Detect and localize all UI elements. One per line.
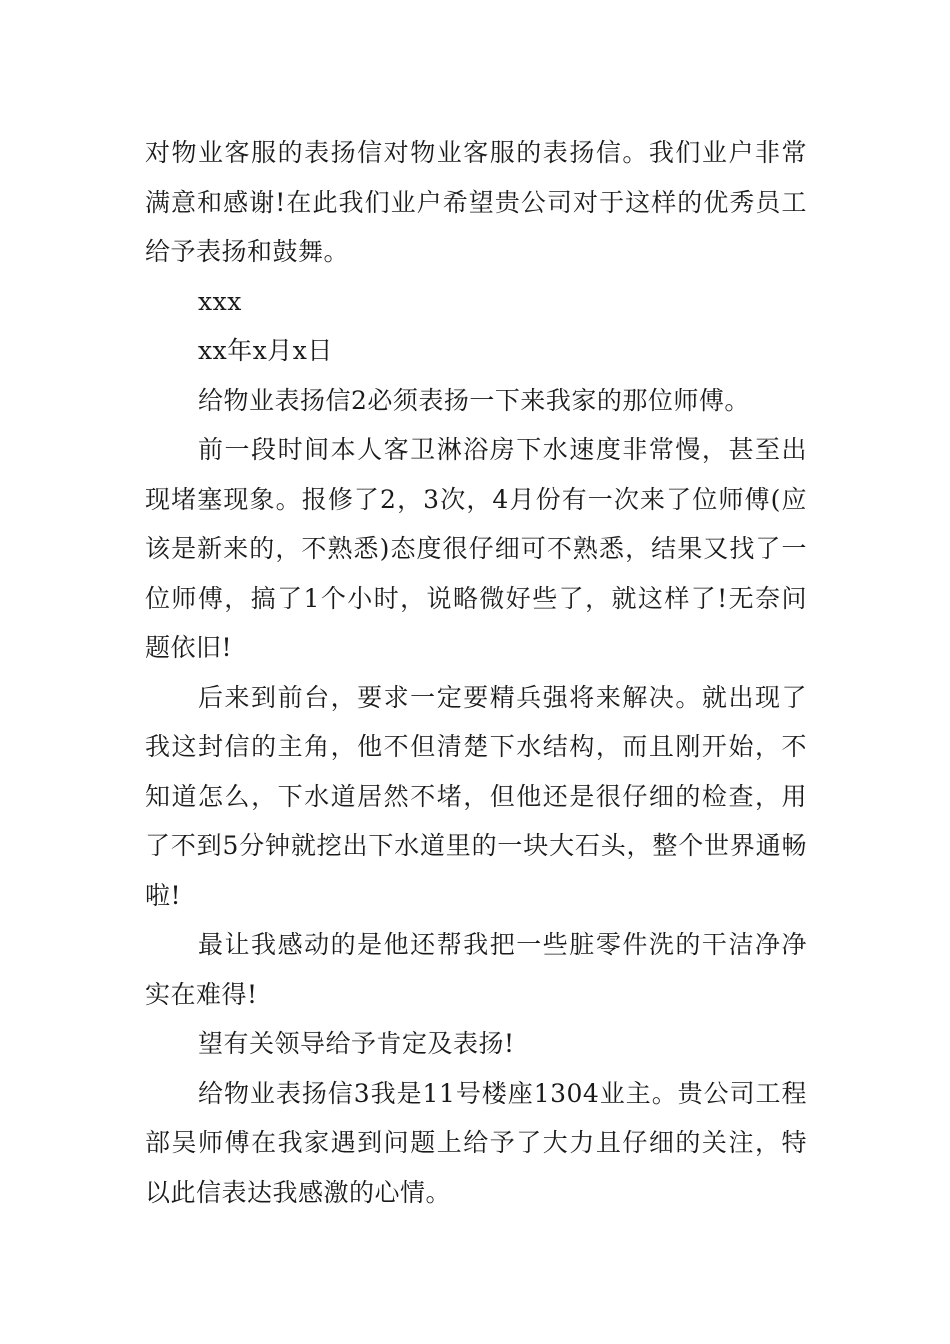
letter-3-paragraph: 给物业表扬信3我是11号楼座1304业主。贵公司工程部吴师傅在我家遇到问题上给予了大力且仔细的关注，特以此信表达我感激的心情。 xyxy=(145,1078,807,1207)
signature-date: xx年x月x日 xyxy=(198,336,333,365)
paragraph-gratitude: 最让我感动的是他还帮我把一些脏零件洗的干洁净净实在难得! xyxy=(145,930,807,1009)
paragraph-resolution: 后来到前台，要求一定要精兵强将来解决。就出现了我这封信的主角，他不但清楚下水结构，而且刚开始，不知道怎么，下水道居然不堵，但他还是很仔细的检查，用了不到5分钟就挖出下水道里的一块大石头，整个世界通畅啦! xyxy=(145,682,807,910)
letter-2-heading: 给物业表扬信2必须表扬一下来我家的那位师傅。 xyxy=(198,385,750,415)
paragraph-problem: 前一段时间本人客卫淋浴房下水速度非常慢，甚至出现堵塞现象。报修了2，3次，4月份有一次来了位师傅(应该是新来的，不熟悉)态度很仔细可不熟悉，结果又找了一位师傅，搞了1个小时，说略微好些了，就这样了!无奈问题依旧! xyxy=(145,435,807,662)
paragraph-request: 望有关领导给予肯定及表扬! xyxy=(198,1029,515,1058)
signature-name: xxx xyxy=(198,286,242,316)
letter-body xyxy=(145,128,807,1217)
paragraph-intro: 对物业客服的表扬信对物业客服的表扬信。我们业户非常满意和感谢!在此我们业户希望贵公司对于这样的优秀员工给予表扬和鼓舞。 xyxy=(145,138,807,266)
